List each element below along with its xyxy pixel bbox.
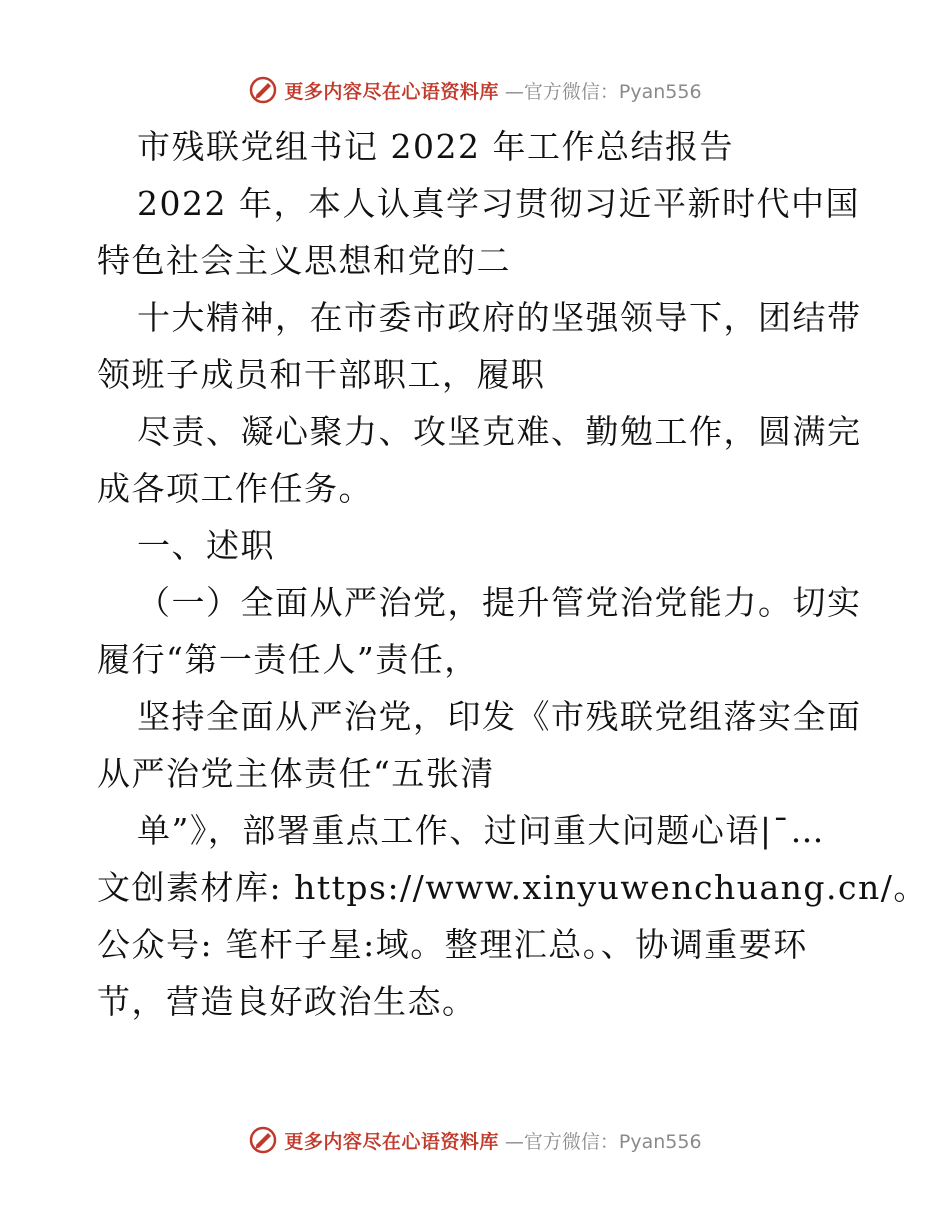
paragraph-line: 公众号: 笔杆子星:域。整理汇总。、协调重要环 — [97, 925, 808, 964]
footer-banner — [0, 1120, 950, 1160]
xinyu-logo-icon — [248, 75, 278, 105]
paragraph-line: 履行“第一责任人”责任， — [97, 640, 479, 679]
banner-site-text: 更多内容尽在心语资料库 — [284, 80, 499, 103]
paragraph-line: 尽责、凝心聚力、攻坚克难、勤勉工作，圆满完 — [137, 412, 862, 451]
document-body — [97, 118, 928, 1030]
banner-wechat-text: —官方微信：Pyan556 — [504, 1130, 702, 1153]
paragraph-line: 文创素材库: https://www.xinyuwenchuang.cn/。 — [97, 868, 928, 907]
document-title: 市残联党组书记 2022 年工作总结报告 — [137, 127, 734, 166]
paragraph-line: 节，营造良好政治生态。 — [97, 982, 477, 1021]
banner-site-text: 更多内容尽在心语资料库 — [284, 1130, 499, 1153]
paragraph-line: 特色社会主义思想和党的二 — [97, 241, 511, 280]
paragraph-line: 2022 年，本人认真学习贯彻习近平新时代中国 — [137, 184, 860, 223]
paragraph-line: 成各项工作任务。 — [97, 469, 373, 508]
header-banner — [0, 70, 950, 110]
paragraph-line: 十大精神，在市委市政府的坚强领导下，团结带 — [137, 298, 862, 337]
section-heading: 一、述职 — [137, 526, 275, 565]
paragraph-line: 单”》，部署重点工作、过问重大问题心语|¯… — [137, 811, 825, 850]
paragraph-line: 领班子成员和干部职工，履职 — [97, 355, 546, 394]
subsection-heading: （一）全面从严治党，提升管党治党能力。切实 — [137, 583, 862, 622]
paragraph-line: 坚持全面从严治党，印发《市残联党组落实全面 — [137, 697, 862, 736]
paragraph-line: 从严治党主体责任“五张清 — [97, 754, 495, 793]
banner-wechat-text: —官方微信：Pyan556 — [504, 80, 702, 103]
xinyu-logo-icon — [248, 1125, 278, 1155]
